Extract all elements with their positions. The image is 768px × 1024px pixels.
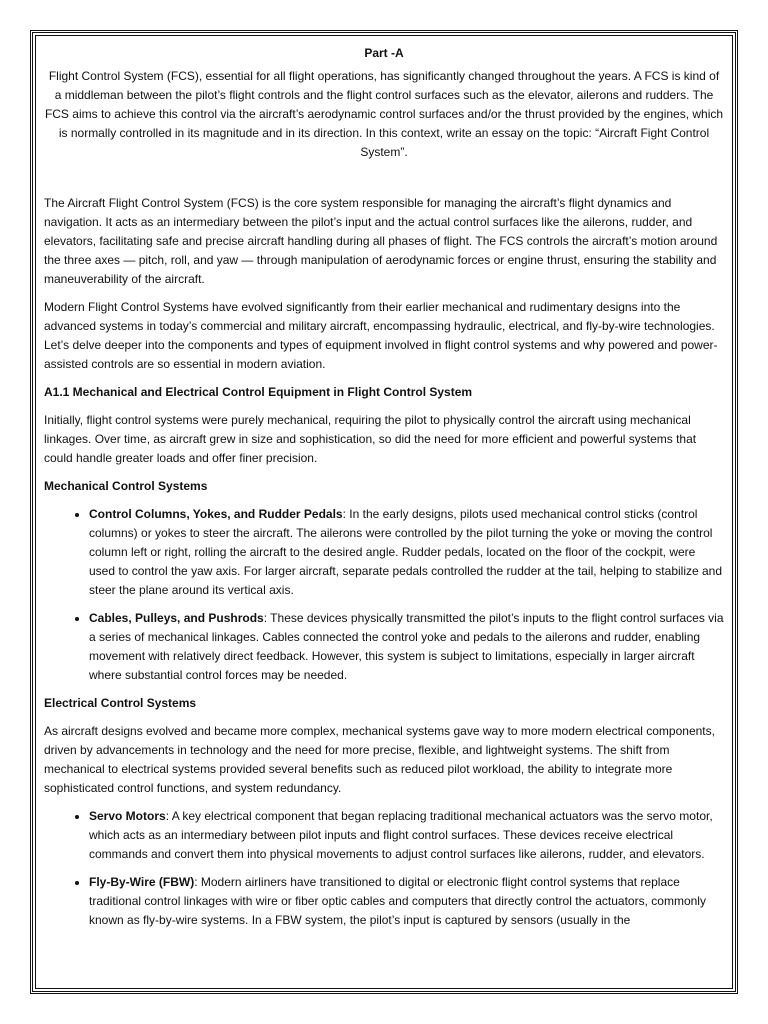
essay-prompt: Flight Control System (FCS), essential for all flight operations, has significantly changed throughout the years. A FCS is kind of a middleman between the pilot’s flight controls and the flight control surfaces such as the elevator, ailerons and rudders. The FCS aims to achieve this control via the aircraft’s aerodynamic control surfaces and/or the thrust provided by the engines, which is normally controlled in its magnitude and in its direction. In this context, write an essay on the topic: “Aircraft Fight Control System”. [44, 69, 724, 159]
electrical-list [44, 807, 724, 930]
intro-paragraph-2: Modern Flight Control Systems have evolved significantly from their earlier mechanical and rudimentary designs into the advanced systems in today’s commercial and military aircraft, encompassing hydraulic, electrical, and fly-by-wire technologies. Let’s delve deeper into the components and types of equipment involved in flight control systems and why powered and power-assisted controls are so essential in modern aviation. [44, 300, 718, 371]
list-item-term: Servo Motors [89, 809, 166, 823]
list-item-term: Cables, Pulleys, and Pushrods [89, 611, 264, 625]
section-heading-a11: A1.1 Mechanical and Electrical Control Equipment in Flight Control System [44, 385, 473, 399]
list-item [89, 609, 724, 685]
list-item [89, 873, 724, 930]
mechanical-list [44, 505, 724, 685]
electrical-heading: Electrical Control Systems [44, 696, 197, 710]
list-item [89, 505, 724, 600]
list-item-text: : A key electrical component that began replacing traditional mechanical actuators was the servo motor, which acts as an intermediary between pilot inputs and flight control surfaces. These devices receive electrical commands and convert them into physical movements to adjust control surfaces like ailerons, rudder, and elevators. [89, 809, 713, 861]
list-item-text: : Modern airliners have transitioned to digital or electronic flight control systems that replace traditional control linkages with wire or fiber optic cables and computers that directly control the actuators, commonly known as fly-by-wire systems. In a FBW system, the pilot’s input is captured by sensors (usually in the [89, 875, 706, 927]
document-page [44, 44, 724, 980]
part-title: Part -A [364, 46, 404, 60]
mechanical-heading: Mechanical Control Systems [44, 479, 208, 493]
electrical-paragraph: As aircraft designs evolved and became more complex, mechanical systems gave way to more modern electrical components, driven by advancements in technology and the need for more precise, flexible, and lightweight systems. The shift from mechanical to electrical systems provided several benefits such as reduced pilot workload, the ability to integrate more sophisticated control functions, and system redundancy. [44, 724, 715, 795]
list-item-term: Control Columns, Yokes, and Rudder Pedals [89, 507, 343, 521]
list-item-term: Fly-By-Wire (FBW) [89, 875, 195, 889]
list-item-text: : In the early designs, pilots used mechanical control sticks (control columns) or yokes to steer the aircraft. The ailerons were controlled by the pilot turning the yoke or moving the control column left or right, rolling the aircraft to the desired angle. Rudder pedals, located on the floor of the cockpit, were used to control the yaw axis. For larger aircraft, separate pedals controlled the rudder at the tail, helping to stabilize and steer the plane around its vertical axis. [89, 507, 723, 597]
list-item [89, 807, 724, 864]
section-a11-paragraph: Initially, flight control systems were purely mechanical, requiring the pilot to physically control the aircraft using mechanical linkages. Over time, as aircraft grew in size and sophistication, so did the need for more efficient and powerful systems that could handle greater loads and offer finer precision. [44, 413, 697, 465]
intro-paragraph-1: The Aircraft Flight Control System (FCS) is the core system responsible for managing the aircraft’s flight dynamics and navigation. It acts as an intermediary between the pilot’s input and the actual control surfaces like the ailerons, rudder, and elevators, facilitating safe and precise aircraft handling during all phases of flight. The FCS controls the aircraft’s motion around the three axes — pitch, roll, and yaw — through manipulation of aerodynamic forces or engine thrust, ensuring the stability and maneuverability of the aircraft. [44, 196, 718, 286]
list-item-text: : These devices physically transmitted the pilot’s inputs to the flight control surfaces via a series of mechanical linkages. Cables connected the control yoke and pedals to the ailerons and rudder, enabling movement with relatively direct feedback. However, this system is subject to limitations, especially in larger aircraft where substantial control forces may be needed. [89, 611, 724, 682]
